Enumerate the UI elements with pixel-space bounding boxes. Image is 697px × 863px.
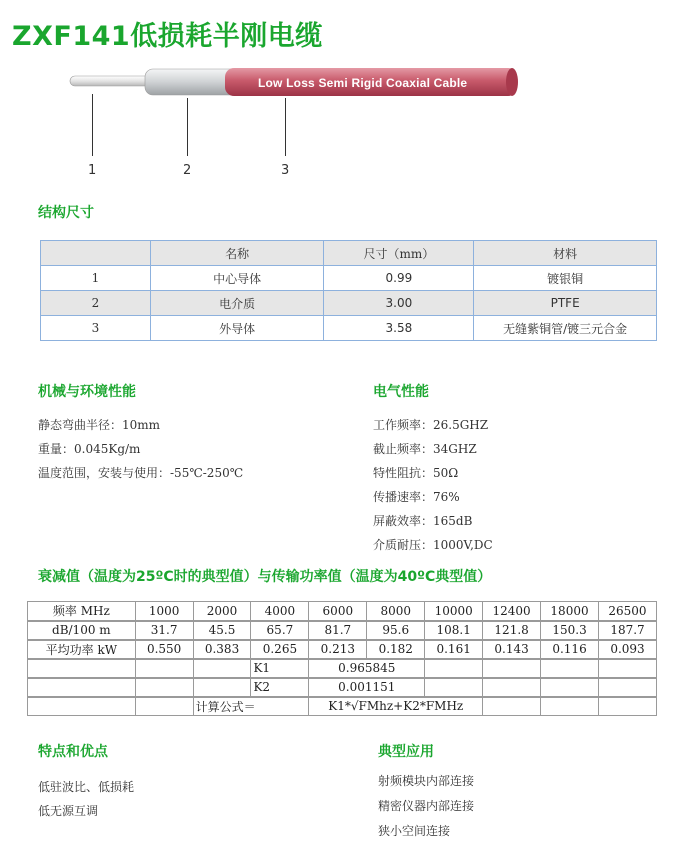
mechanical-title: 机械与环境性能 (38, 384, 136, 400)
table-cell: 0.99 (324, 266, 474, 291)
power-cell: 0.213 (309, 640, 367, 659)
structure-header: 材料 (474, 241, 657, 266)
structure-header-row (41, 241, 657, 266)
power-cell: 0.143 (483, 640, 541, 659)
power-cell: 0.161 (425, 640, 483, 659)
application-item: 精密仪器内部连接 (378, 799, 475, 813)
application-item: 射频模块内部连接 (378, 774, 475, 788)
table-cell: 3.58 (324, 316, 474, 341)
electrical-item: 介质耐压：1000V,DC (373, 538, 493, 552)
feature-item: 低无源互调 (38, 804, 99, 818)
table-cell: 外导体 (150, 316, 324, 341)
power-cell: 0.383 (193, 640, 251, 659)
cable-label: Low Loss Semi Rigid Coaxial Cable (258, 76, 468, 90)
freq-cell: 8000 (367, 602, 425, 621)
callout-number-1: 1 (88, 163, 97, 178)
power-cell: 0.182 (367, 640, 425, 659)
power-cell: 0.550 (135, 640, 193, 659)
freq-cell: 18000 (541, 602, 599, 621)
table-row (41, 291, 657, 316)
k1-label: K1 (251, 659, 309, 678)
attenuation-table (27, 601, 657, 716)
mechanical-item: 温度范围，安装与使用：-55℃-250℃ (38, 466, 244, 480)
table-cell: 中心导体 (150, 266, 324, 291)
electrical-item: 截止频率：34GHZ (373, 442, 477, 456)
db-cell: 150.3 (541, 621, 599, 640)
formula-value: K1*√FMhz+K2*FMHz (309, 697, 483, 716)
features-title: 特点和优点 (38, 744, 108, 760)
power-cell: 0.093 (598, 640, 656, 659)
structure-title: 结构尺寸 (38, 205, 94, 221)
table-cell: 2 (41, 291, 151, 316)
structure-header: 名称 (150, 241, 324, 266)
freq-row (28, 602, 657, 621)
electrical-title: 电气性能 (373, 384, 429, 400)
structure-table (40, 240, 657, 341)
attenuation-title: 衰减值（温度为25ºC时的典型值）与传输功率值（温度为40ºC典型值） (38, 569, 492, 585)
formula-row (28, 697, 657, 716)
callout-number-2: 2 (183, 163, 192, 178)
table-row (41, 266, 657, 291)
power-row (28, 640, 657, 659)
callout-line-3 (285, 98, 286, 156)
db-label: dB/100 m (28, 621, 136, 640)
db-cell: 31.7 (135, 621, 193, 640)
k2-value: 0.001151 (309, 678, 425, 697)
page-title: ZXF141低损耗半刚电缆 (12, 21, 323, 52)
freq-cell: 10000 (425, 602, 483, 621)
freq-cell: 6000 (309, 602, 367, 621)
power-cell: 0.265 (251, 640, 309, 659)
callout-line-1 (92, 94, 93, 156)
table-cell: 镀银铜 (474, 266, 657, 291)
mechanical-item: 重量：0.045Kg/m (38, 442, 141, 456)
freq-cell: 4000 (251, 602, 309, 621)
table-cell: 1 (41, 266, 151, 291)
db-cell: 45.5 (193, 621, 251, 640)
k2-row (28, 678, 657, 697)
freq-cell: 1000 (135, 602, 193, 621)
db-row (28, 621, 657, 640)
electrical-item: 特性阻抗：50Ω (373, 466, 459, 480)
k2-label: K2 (251, 678, 309, 697)
db-cell: 81.7 (309, 621, 367, 640)
electrical-item: 屏蔽效率：165dB (373, 514, 473, 528)
callout-number-3: 3 (281, 163, 290, 178)
freq-cell: 2000 (193, 602, 251, 621)
structure-header (41, 241, 151, 266)
callout-line-2 (187, 98, 188, 156)
freq-cell: 12400 (483, 602, 541, 621)
power-label: 平均功率 kW (28, 640, 136, 659)
db-cell: 187.7 (598, 621, 656, 640)
db-cell: 108.1 (425, 621, 483, 640)
freq-label: 频率 MHz (28, 602, 136, 621)
electrical-item: 传播速率：76% (373, 490, 460, 504)
application-item: 狭小空间连接 (378, 824, 451, 838)
electrical-item: 工作频率：26.5GHZ (373, 418, 489, 432)
power-cell: 0.116 (541, 640, 599, 659)
k1-value: 0.965845 (309, 659, 425, 678)
table-cell: 3.00 (324, 291, 474, 316)
freq-cell: 26500 (598, 602, 656, 621)
table-cell: PTFE (474, 291, 657, 316)
table-cell: 无缝紫铜管/镀三元合金 (474, 316, 657, 341)
structure-header: 尺寸（mm） (324, 241, 474, 266)
table-cell: 电介质 (150, 291, 324, 316)
db-cell: 121.8 (483, 621, 541, 640)
db-cell: 65.7 (251, 621, 309, 640)
k1-row (28, 659, 657, 678)
feature-item: 低驻波比、低损耗 (38, 780, 135, 794)
formula-label: 计算公式＝ (193, 697, 309, 716)
db-cell: 95.6 (367, 621, 425, 640)
applications-title: 典型应用 (378, 744, 434, 760)
table-row (41, 316, 657, 341)
table-cell: 3 (41, 316, 151, 341)
mechanical-item: 静态弯曲半径：10mm (38, 418, 161, 432)
